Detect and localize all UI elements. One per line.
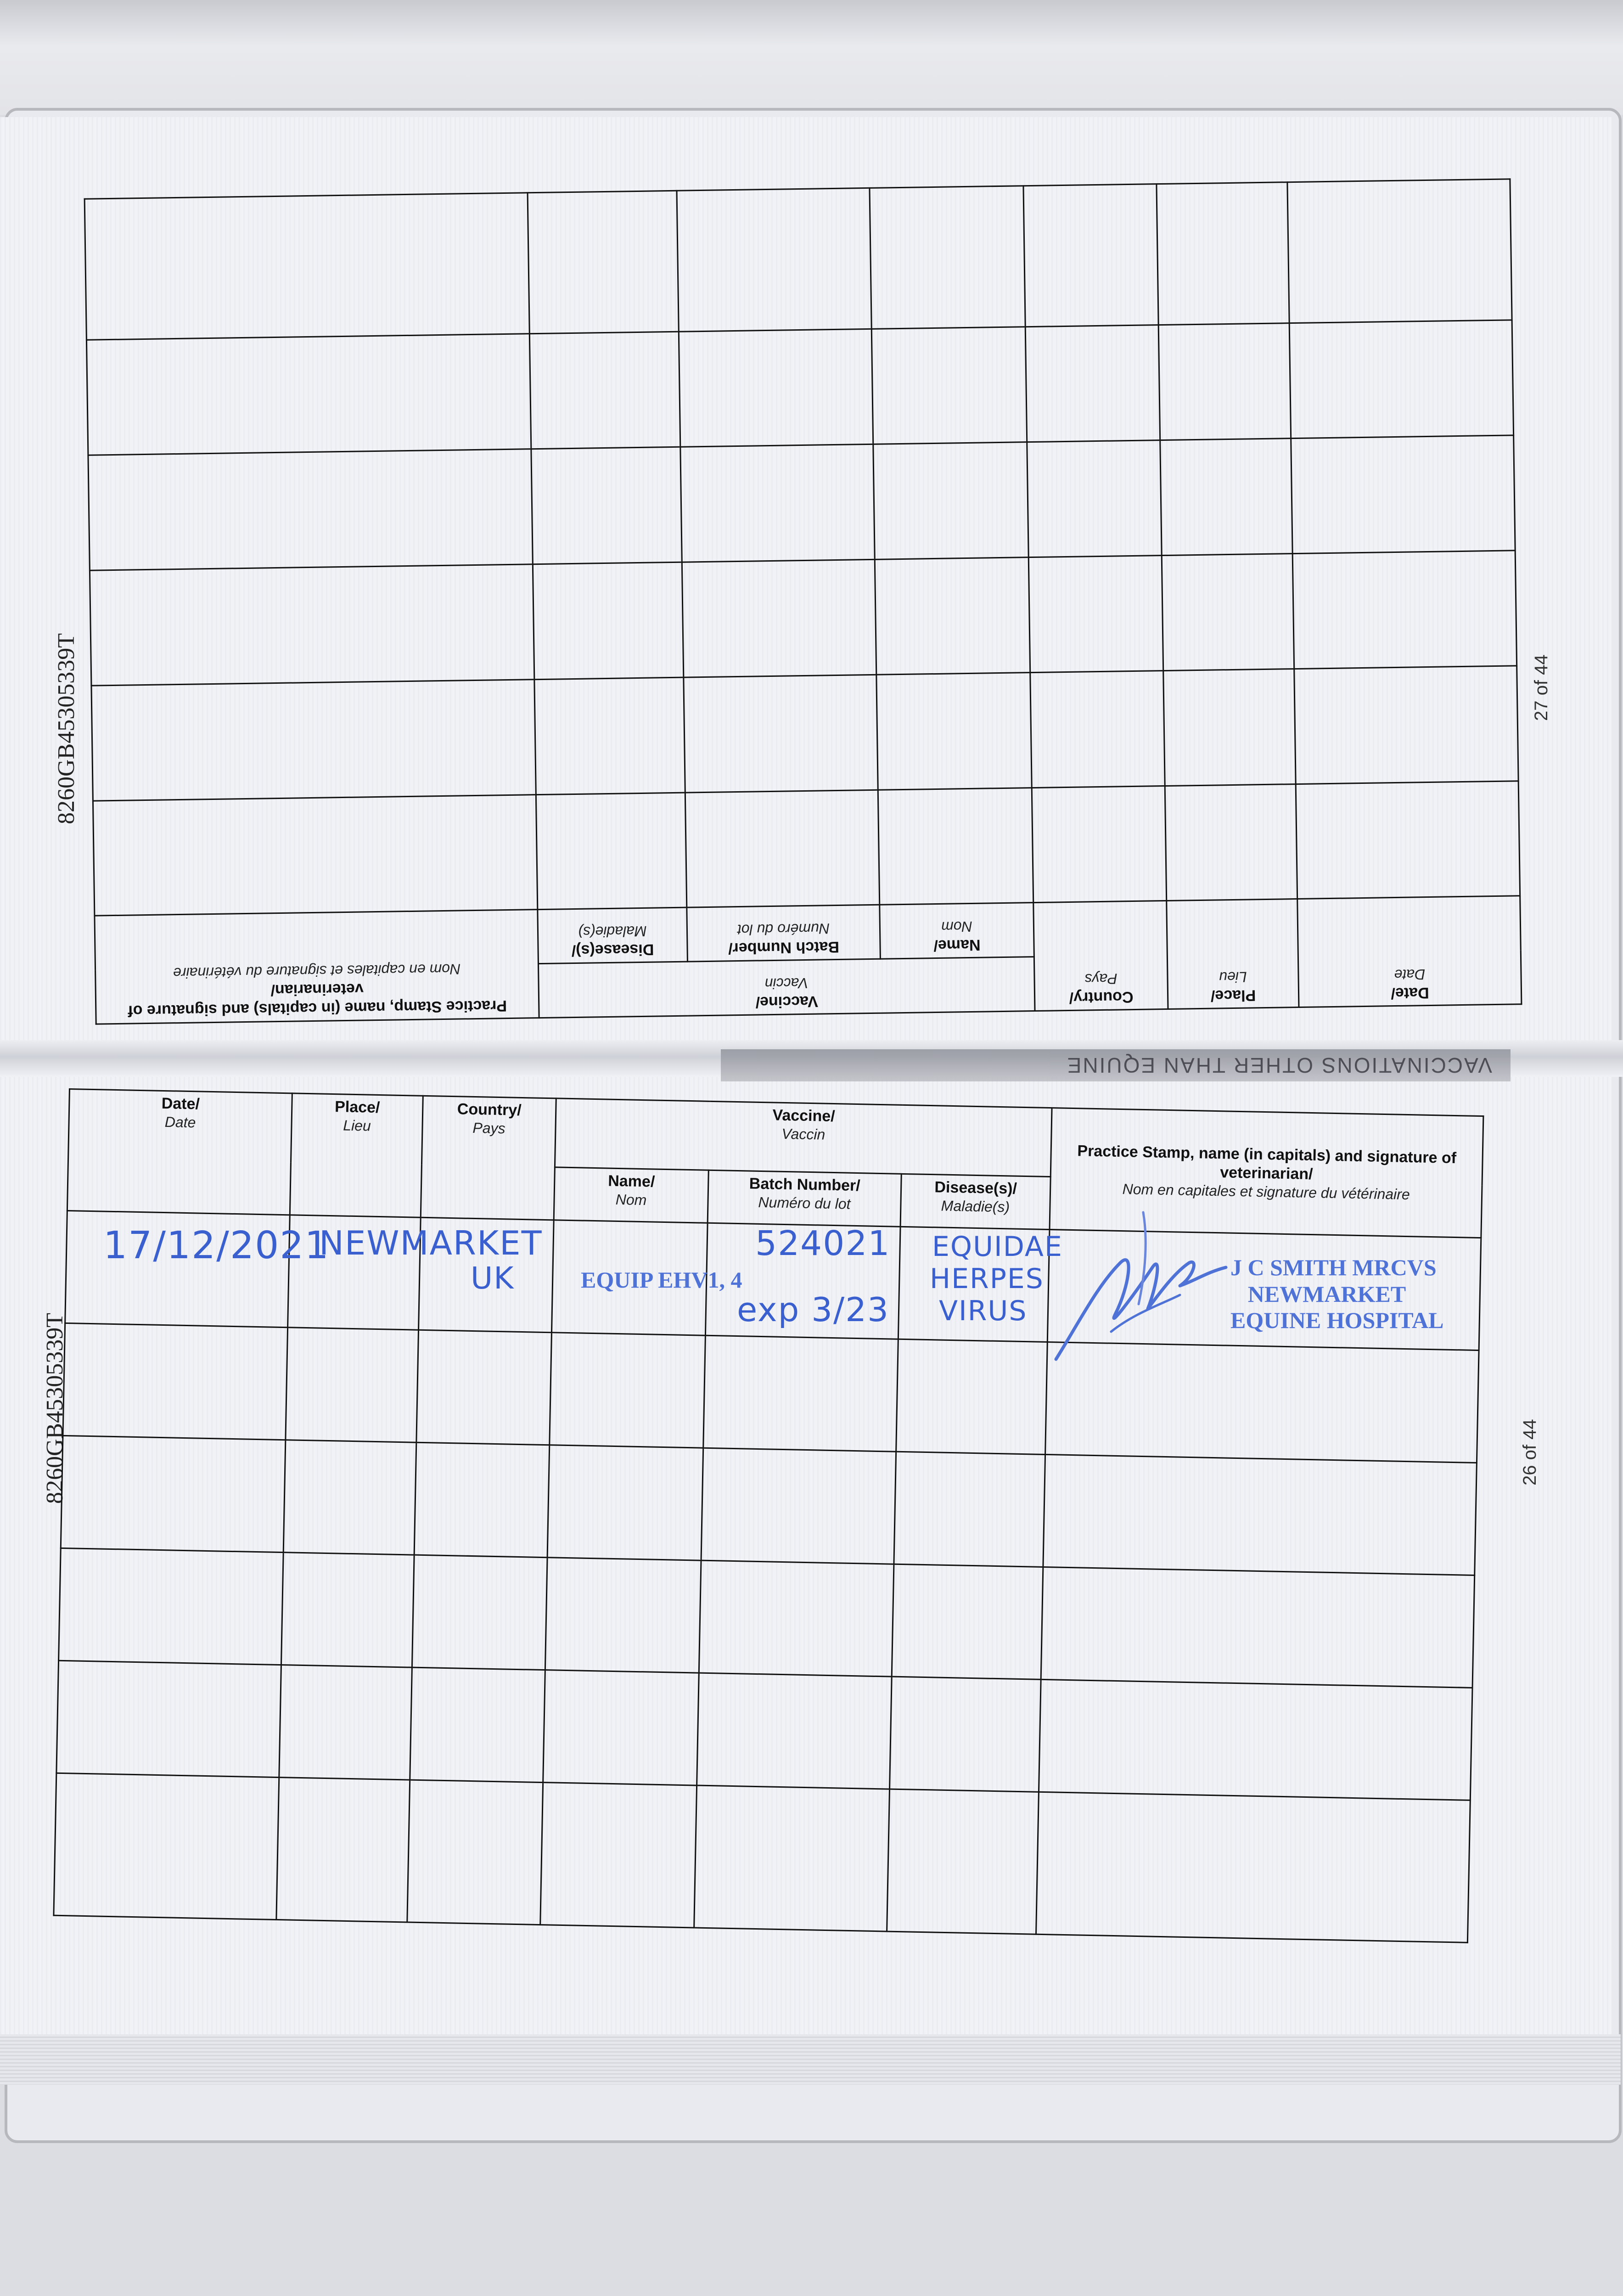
header-vaccine: Vaccine/ Vaccin <box>538 957 1035 1018</box>
section-heading <box>721 1049 1511 1081</box>
scanner-background <box>0 0 1623 115</box>
header-place: Place/ Lieu <box>290 1093 423 1217</box>
table-row <box>91 666 1518 801</box>
header-batch: Batch Number/ Numéro du lot <box>708 1170 901 1227</box>
header-stamp: Practice Stamp, name (in capitals) and signature of veterinarian/ Nom en capitales et signature du vétérinaire <box>1050 1108 1483 1238</box>
table-row <box>86 320 1513 455</box>
entry-disease-line3: VIRUS <box>939 1295 1028 1327</box>
entry-vaccine-name: EQUIP EHV1, 4 <box>581 1267 742 1293</box>
practice-stamp <box>1230 1255 1444 1334</box>
stamp-line-1: J C SMITH MRCVS <box>1230 1255 1437 1280</box>
table-row <box>90 551 1516 686</box>
header-name: Name/ Nom <box>554 1167 708 1223</box>
stamp-line-2: NEWMARKET <box>1247 1281 1406 1307</box>
header-batch: Batch Number/ Numéro du lot <box>687 905 881 962</box>
header-name: Name/ Nom <box>880 903 1034 959</box>
veterinarian-signature <box>1042 1194 1235 1368</box>
passport-id-top: 8260GB45305339T <box>53 633 79 824</box>
table-row <box>54 1773 1470 1942</box>
header-stamp: Practice Stamp, name (in capitals) and signature of veterinarian/ Nom en capitales et signature du vétérinaire <box>95 910 539 1024</box>
entry-expiry: exp 3/23 <box>737 1290 889 1329</box>
entry-disease-line1: EQUIDAE <box>932 1231 1063 1263</box>
header-date: Date/ Date <box>1297 896 1522 1007</box>
vaccination-table-bottom <box>53 1088 1484 1943</box>
page-number-bottom: 26 of 44 <box>1520 1419 1540 1486</box>
header-country: Country/ Pays <box>421 1096 556 1220</box>
table-row <box>84 179 1512 340</box>
section-heading-text: VACCINATIONS OTHER THAN EQUINE <box>1066 1053 1492 1077</box>
header-place: Place/ Lieu <box>1167 899 1299 1009</box>
vaccination-table-top <box>84 178 1522 1024</box>
stamp-line-3: EQUINE HOSPITAL <box>1230 1307 1444 1333</box>
header-disease: Disease(s)/ Maladie(s) <box>538 908 688 964</box>
entry-disease-line2: HERPES <box>930 1263 1044 1295</box>
header-disease: Disease(s)/ Maladie(s) <box>900 1174 1050 1229</box>
table-row <box>88 435 1515 570</box>
entry-place: NEWMARKET <box>319 1224 543 1262</box>
page-number-top: 27 of 44 <box>1531 654 1551 721</box>
header-date: Date/ Date <box>67 1089 292 1215</box>
entry-country: UK <box>471 1261 515 1296</box>
entry-date: 17/12/2021 <box>103 1224 330 1267</box>
header-vaccine: Vaccine/ Vaccin <box>555 1098 1052 1177</box>
page-edges <box>0 2034 1621 2085</box>
table-row <box>93 781 1520 916</box>
passport-id-bottom: 8260GB45305339T <box>42 1313 68 1504</box>
entry-batch-number: 524021 <box>755 1224 891 1263</box>
header-country: Country/ Pays <box>1033 901 1168 1011</box>
